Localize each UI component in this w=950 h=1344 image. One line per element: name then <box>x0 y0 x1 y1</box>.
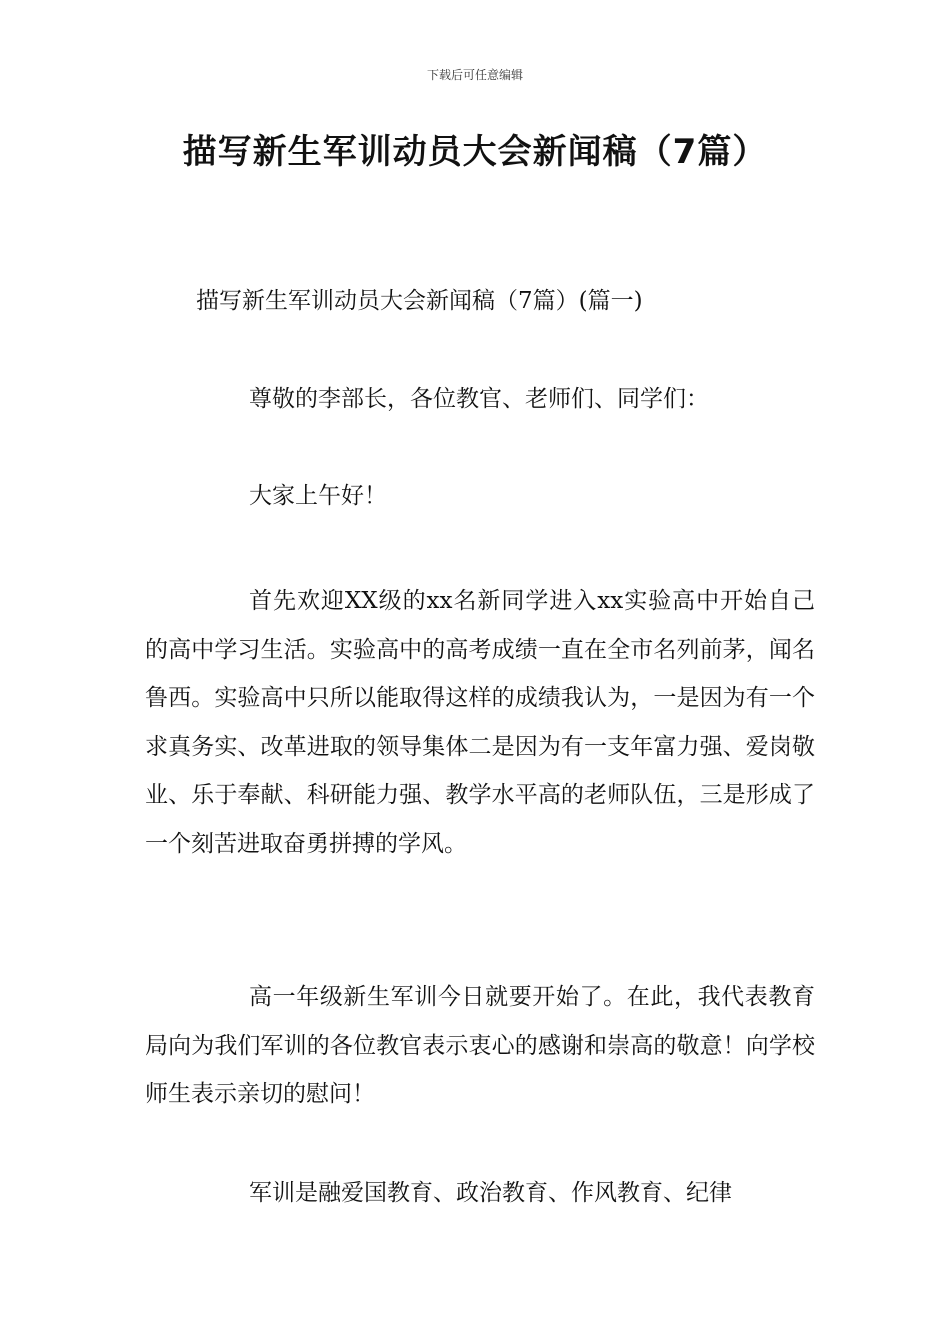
header-note: 下载后可任意编辑 <box>426 68 523 82</box>
greeting-paragraph: 大家上午好！ <box>249 483 387 509</box>
training-intro-paragraph: 军训是融爱国教育、政治教育、作风教育、纪律 <box>249 1180 732 1206</box>
military-training-paragraph: 高一年级新生军训今日就要开始了。在此，我代表教育局向为我们军训的各位教官表示衷心的感谢和崇高的敬意！向学校师生表示亲切的慰问！ <box>145 984 815 1107</box>
welcome-paragraph: 首先欢迎XX级的xx名新同学进入xx实验高中开始自己的高中学习生活。实验高中的高考成绩一直在全市名列前茅，闻名鲁西。实验高中只所以能取得这样的成绩我认为，一是因为有一个求真务实、改革进取的领导集体二是因为有一支年富力强、爱岗敬业、乐于奉献、科研能力强、教学水平高的老师队伍，三是形成了一个刻苦进取奋勇拼搏的学风。 <box>145 588 815 857</box>
salutation-paragraph: 尊敬的李部长，各位教官、老师们、同学们： <box>249 386 709 412</box>
document-title: 描写新生军训动员大会新闻稿（7篇） <box>182 132 768 172</box>
section-subtitle: 描写新生军训动员大会新闻稿（7篇）(篇一) <box>196 288 643 314</box>
